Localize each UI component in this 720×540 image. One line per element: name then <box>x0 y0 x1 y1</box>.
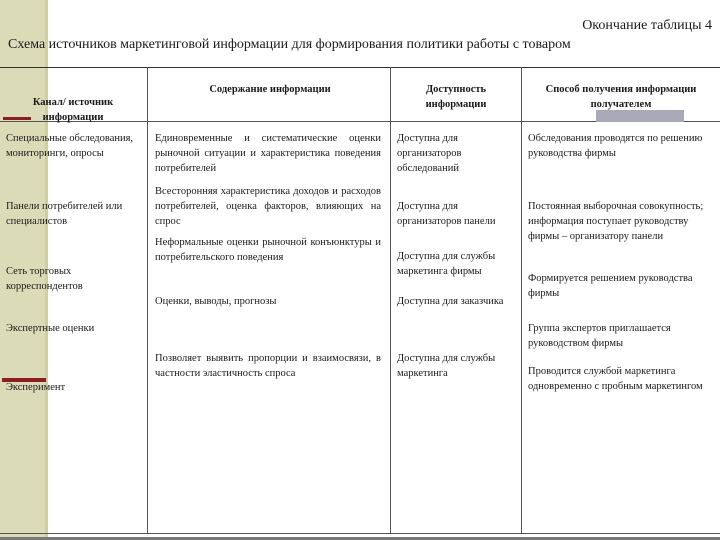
channel-cell: Специальные обследования, мониторинги, опросы <box>6 133 134 159</box>
content-cell: Оценки, выводы, прогнозы <box>155 296 277 307</box>
channel-cell: Сеть торговых корреспондентов <box>6 266 83 292</box>
table-top-rule <box>0 67 720 68</box>
channel-cell: Эксперимент <box>6 382 66 393</box>
content-cell: Всесторонняя характеристика доходов и расходов потребителей, оценка факторов, влияющих на спрос <box>155 186 381 227</box>
header-method: Способ получения информации получателем <box>545 84 697 110</box>
column-divider-2 <box>390 67 391 533</box>
column-divider-1 <box>147 67 148 533</box>
header-content: Содержание информации <box>209 84 331 95</box>
method-cell: Проводится службой маркетинга одновременно с пробным маркетингом <box>528 366 703 392</box>
header-channel: Канал/ источник информации <box>32 97 114 123</box>
content-cell: Позволяет выявить пропорции и взаимосвязи, в частности эластичность спроса <box>155 353 381 379</box>
availability-cell: Доступна для службы маркетинга <box>397 353 496 379</box>
channel-cell: Панели потребителей или специалистов <box>6 201 123 227</box>
channel-cell: Экспертные оценки <box>6 323 95 334</box>
method-cell: Формируется решением руководства фирмы <box>528 273 693 299</box>
header-availability: Доступность информации <box>425 84 487 110</box>
availability-cell: Доступна для заказчика <box>397 296 504 307</box>
availability-cell: Доступна для организаторов панели <box>397 201 496 227</box>
method-cell: Группа экспертов приглашается руководством фирмы <box>528 323 671 349</box>
content-cell: Единовременные и систематические оценки рыночной ситуации и характеристика поведения потребителей <box>155 133 381 174</box>
column-divider-3 <box>521 67 522 533</box>
table-title: Схема источников маркетинговой информации для формирования политики работы с товаром <box>8 37 571 52</box>
method-cell: Обследования проводятся по решению руководства фирмы <box>528 133 703 159</box>
availability-cell: Доступна для организаторов обследований <box>397 133 462 174</box>
method-cell: Постоянная выборочная совокупность; информация поступает руководству фирмы – организатору панели <box>528 201 704 242</box>
availability-cell: Доступна для службы маркетинга фирмы <box>397 251 496 277</box>
table-bottom-rule <box>0 533 720 534</box>
content-cell: Неформальные оценки рыночной конъюнктуры и потребительского поведения <box>155 237 381 263</box>
table-caption: Окончание таблицы 4 <box>582 18 712 33</box>
